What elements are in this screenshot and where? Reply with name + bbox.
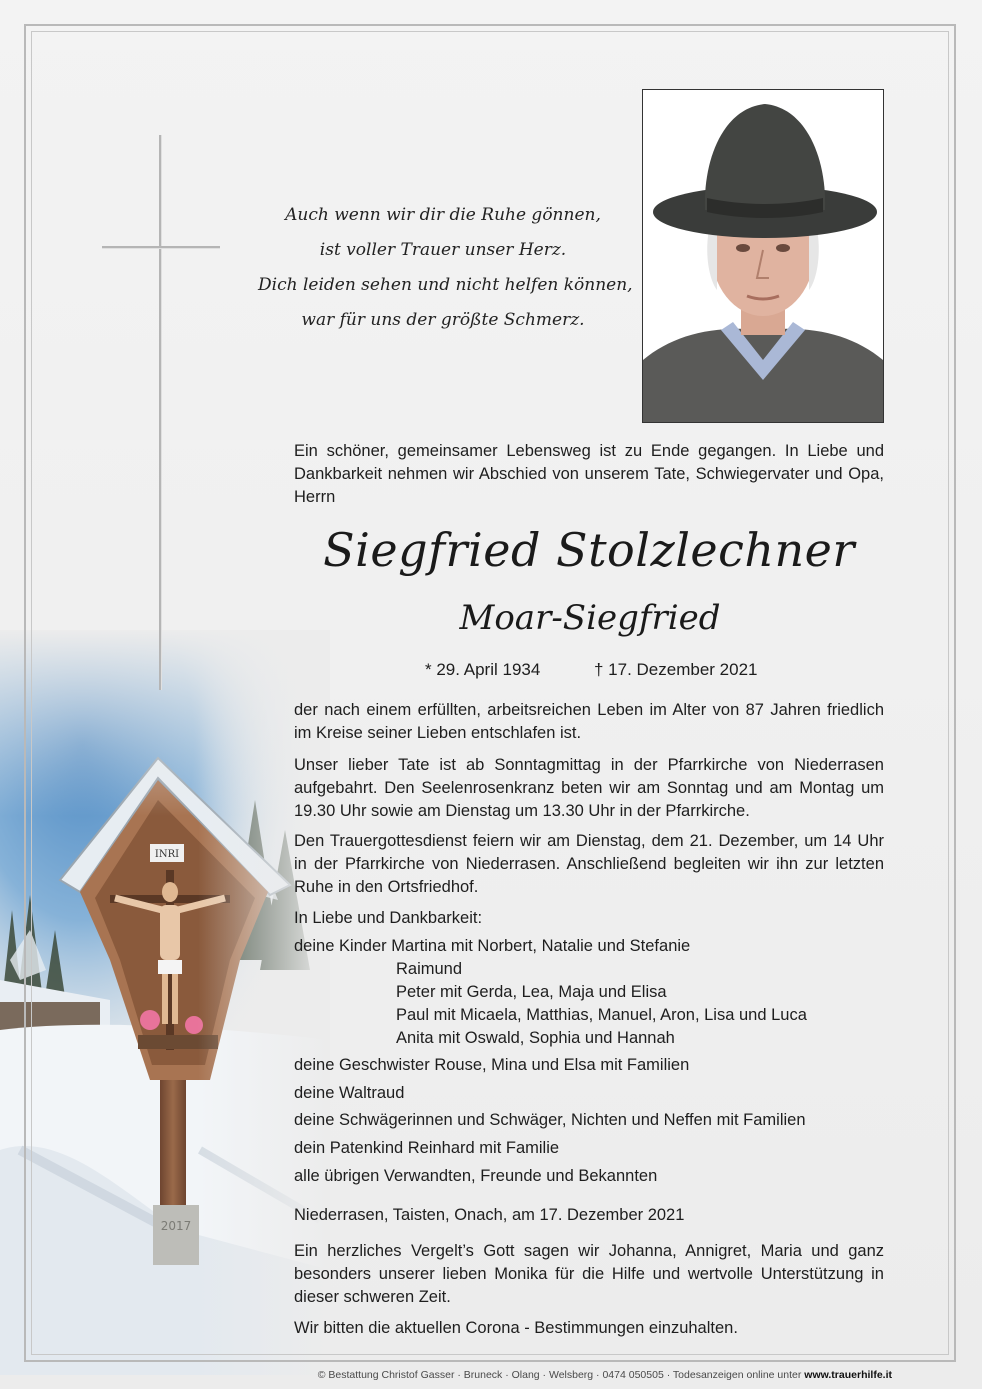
thanks-text: Ein herzliches Vergelt’s Gott sagen wir Johanna, Annigret, Maria und ganz besonders unserer lieben Monika für die Hilfe und wertvolle Unterstützung in dieser schweren Zeit. (294, 1242, 884, 1306)
cross-horizontal-bar (102, 246, 220, 248)
mourners-other-line: deine Schwägerinnen und Schwäger, Nichten und Neffen mit Familien (294, 1111, 806, 1129)
quote-line: Dich leiden sehen und nicht helfen können, (258, 275, 633, 295)
corona-note: Wir bitten die aktuellen Corona - Bestimmungen einzuhalten. (294, 1319, 738, 1337)
deceased-nickname: Moar-Siegfried (459, 598, 721, 638)
mourners-child-line: Paul mit Micaela, Matthias, Manuel, Aron, Lisa und Luca (396, 1006, 807, 1024)
mourners-other-line: dein Patenkind Reinhard mit Familie (294, 1139, 560, 1157)
footer-text: © Bestattung Christof Gasser · Bruneck · Olang · Welsberg · 0474 050505 · Todesanzeigen online unter (317, 1369, 802, 1381)
intro-text: Ein schöner, gemeinsamer Lebensweg ist zu Ende gegangen. In Liebe und Dankbarkeit nehmen wir Abschied von unserem Tate, Schwiegervater und Opa, Herrn (294, 442, 884, 506)
footer-website-link[interactable]: www.trauerhilfe.it (804, 1369, 892, 1381)
mourners-children (294, 935, 884, 1050)
mourners-other-line: alle übrigen Verwandten, Freunde und Bekannten (294, 1167, 658, 1185)
paragraph-funeral: Den Trauergottesdienst feiern wir am Dienstag, dem 21. Dezember, um 14 Uhr in der Pfarrkirche von Niederrasen. Anschließend begleiten wir ihn zur letzten Ruhe in den Ortsfriedhof. (294, 832, 884, 896)
mourners-heading: In Liebe und Dankbarkeit: (294, 909, 483, 927)
quote-line: war für uns der größte Schmerz. (301, 310, 585, 330)
deceased-name: Siegfried Stolzlechner (323, 523, 855, 577)
mourners-child-line: Anita mit Oswald, Sophia und Hannah (396, 1029, 675, 1047)
mourners-other-line: deine Geschwister Rouse, Mina und Elsa mit Familien (294, 1056, 690, 1074)
mourners-child-line: Peter mit Gerda, Lea, Maja und Elisa (396, 983, 667, 1001)
place-and-date: Niederrasen, Taisten, Onach, am 17. Dezember 2021 (294, 1206, 685, 1224)
cross-vertical-bar (159, 135, 161, 690)
quote-line: Auch wenn wir dir die Ruhe gönnen, (285, 205, 601, 225)
footer (0, 1369, 892, 1381)
mourners-child-line: Raimund (396, 960, 463, 978)
paragraph-viewing: Unser lieber Tate ist ab Sonntagmittag in der Pfarrkirche von Niederrasen aufgebahrt. Den Seelenrosenkranz beten wir am Sonntag und am Montag um 19.30 Uhr sowie am Dienstag um 13.30 Uhr in der Pfarrkirche. (294, 756, 884, 820)
mourners-other-line: deine Waltraud (294, 1084, 405, 1102)
mourners-children-line: deine Kinder Martina mit Norbert, Natalie und Stefanie (294, 937, 691, 955)
death-date: † 17. Dezember 2021 (594, 660, 758, 679)
poem-quote (258, 198, 633, 338)
portrait-photo (642, 89, 884, 423)
birth-date: * 29. April 1934 (425, 660, 541, 679)
paragraph-passing: der nach einem erfüllten, arbeitsreichen Leben im Alter von 87 Jahren friedlich im Kreise seiner Lieben entschlafen ist. (294, 701, 884, 742)
quote-line: ist voller Trauer unser Herz. (319, 240, 567, 260)
